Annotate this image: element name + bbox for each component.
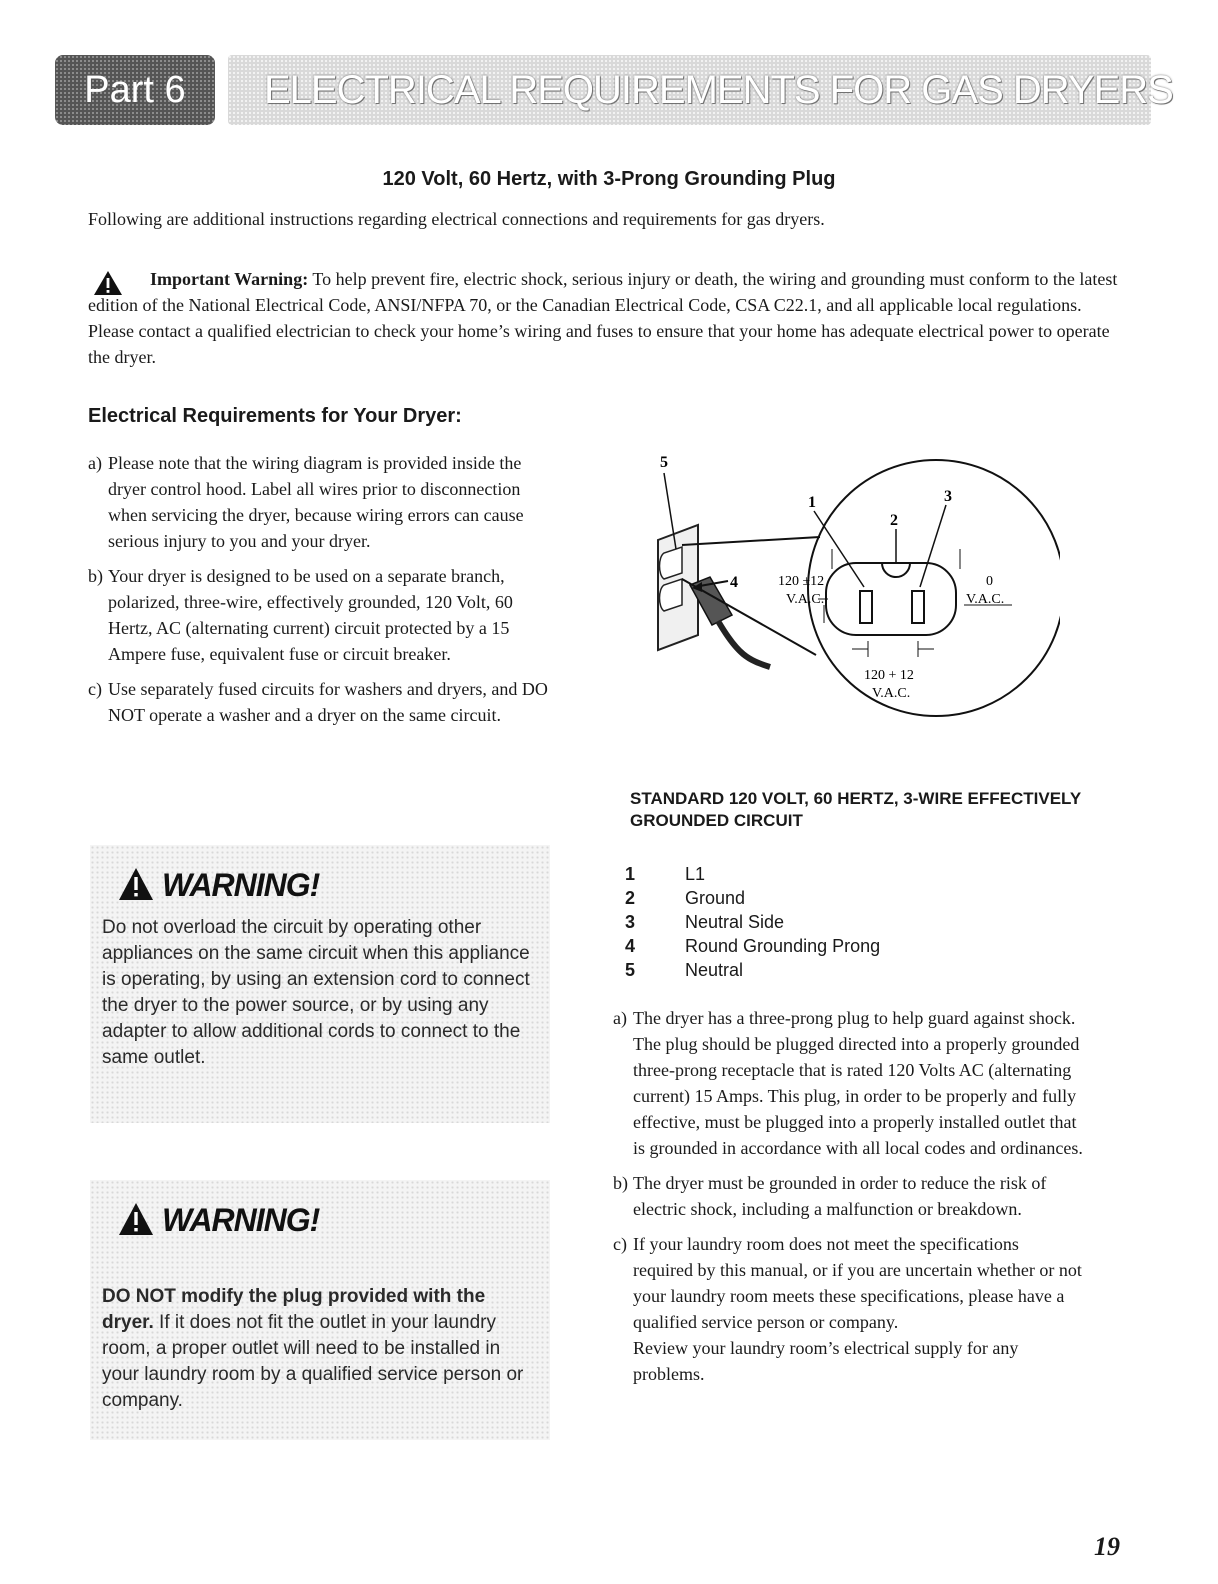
part-label: Part 6 <box>84 69 186 111</box>
list-marker: c) <box>88 679 102 699</box>
legend-number: 1 <box>625 864 636 884</box>
warning-bold-text: DO NOT modify the plug provided with the dryer. <box>102 1286 486 1333</box>
warning-text: If it does not fit the outlet in your laundry room, a proper outlet will need to be installed in your laundry room by a qualified service person or company. <box>102 1312 524 1411</box>
section-banner <box>228 55 1173 125</box>
list-text: Your dryer is designed to be used on a separate branch, polarized, three-wire, effectively grounded, 120 Volt, 60 Hertz, AC (alternating current) circuit protected by a 15 Ampere fuse, equivalent fuse or circuit breaker. <box>108 566 513 664</box>
right-voltage-value: 0 <box>986 574 993 589</box>
legend-label: Neutral <box>685 960 744 980</box>
legend-label: Round Grounding Prong <box>685 936 881 956</box>
list-item <box>613 1231 1083 1335</box>
part-badge <box>55 55 215 125</box>
warning-box-overload <box>90 845 550 1123</box>
legend-number: 2 <box>625 888 636 908</box>
bottom-voltage-value: 120 + 12 <box>864 668 914 683</box>
legend-label: Ground <box>685 888 746 908</box>
list-text: Please note that the wiring diagram is provided inside the dryer control hood. Label all wires prior to disconnection when servicing the dryer, because wiring errors can cause serious injury to you and your dryer. <box>108 453 524 551</box>
left-voltage-unit: V.A.C. <box>786 592 825 607</box>
list-text: Review your laundry room’s electrical supply for any problems. <box>633 1338 1019 1384</box>
legend-row <box>625 862 880 886</box>
warning-triangle-icon <box>118 1202 154 1236</box>
list-marker: c) <box>613 1234 627 1254</box>
figure-caption: STANDARD 120 VOLT, 60 HERTZ, 3-WIRE EFFECTIVELY GROUNDED CIRCUIT <box>630 789 1081 830</box>
right-voltage-unit: V.A.C. <box>966 592 1005 607</box>
important-warning-text: To help prevent fire, electric shock, serious injury or death, the wiring and grounding must conform to the latest edition of the National Electrical Code, ANSI/NFPA 70, or the Canadian Electrical Code, CSA C22.1, and all applicable local regulations. Please contact a qualified electrician to check your home’s wiring and fuses to ensure that your home has adequate electrical power to operate the dryer. <box>88 269 1118 367</box>
page-number: 19 <box>1094 1532 1120 1561</box>
intro-paragraph: Following are additional instructions regarding electrical connections and requirements for gas dryers. <box>88 209 825 229</box>
requirements-list <box>88 450 558 737</box>
warning-box-plug <box>90 1180 550 1440</box>
requirements-heading: Electrical Requirements for Your Dryer: <box>88 405 462 427</box>
list-item <box>88 563 558 667</box>
warning-text: Do not overload the circuit by operating other appliances on the same circuit when this appliance is operating, by using an extension cord to connect the dryer to the power source, or by using any adapter to allow additional cords to connect to the same outlet. <box>102 917 530 1068</box>
legend-row <box>625 934 880 958</box>
legend-number: 3 <box>625 912 636 932</box>
legend-row <box>625 910 880 934</box>
important-warning-lead: Important Warning: <box>150 269 309 289</box>
list-marker: a) <box>88 453 102 473</box>
list-text: If your laundry room does not meet the specifications required by this manual, or if you are uncertain whether or not your laundry room meets these specifications, please have a qualified service person or company. <box>633 1234 1082 1332</box>
important-warning <box>88 266 1118 370</box>
list-marker: a) <box>613 1008 627 1028</box>
page-subtitle: 120 Volt, 60 Hertz, with 3-Prong Grounding Plug <box>382 168 836 190</box>
warning-title: WARNING! <box>162 1202 320 1238</box>
list-text: Use separately fused circuits for washers and dryers, and DO NOT operate a washer and a dryer on the same circuit. <box>108 679 548 725</box>
legend-label: Neutral Side <box>685 912 785 932</box>
plug-notes-list <box>613 1005 1083 1396</box>
callout-1: 1 <box>808 494 816 511</box>
hot-slot <box>860 591 872 623</box>
list-item <box>88 676 558 728</box>
power-cord <box>718 621 770 667</box>
outlet-diagram <box>620 445 1060 735</box>
callout-3: 3 <box>944 488 952 505</box>
legend-row <box>625 886 880 910</box>
legend-row <box>625 958 880 982</box>
legend-number: 5 <box>625 960 636 980</box>
list-text: The dryer has a three-prong plug to help guard against shock. The plug should be plugged directed into a properly grounded three-prong receptacle that is rated 120 Volts AC (alternating current) 15 Amps. This plug, in order to be properly and fully effective, must be plugged into a properly installed outlet that is grounded in accordance with all local codes and ordinances. <box>633 1008 1083 1158</box>
callout-4: 4 <box>730 574 738 591</box>
list-text: The dryer must be grounded in order to reduce the risk of electric shock, including a malfunction or breakdown. <box>633 1173 1047 1219</box>
list-marker: b) <box>88 566 103 586</box>
legend-label: L1 <box>685 864 706 884</box>
list-marker: b) <box>613 1173 628 1193</box>
left-voltage-value: 120 ±12 <box>778 574 825 589</box>
bottom-voltage-unit: V.A.C. <box>872 686 911 701</box>
list-item <box>613 1170 1083 1222</box>
callout-5: 5 <box>660 454 668 471</box>
warning-title: WARNING! <box>162 867 320 903</box>
callout-2: 2 <box>890 512 898 529</box>
warning-text-block <box>102 1284 532 1414</box>
warning-triangle-icon <box>118 867 154 901</box>
warning-heading <box>118 867 319 903</box>
warning-heading <box>118 1202 319 1238</box>
legend-number: 4 <box>625 936 636 956</box>
list-item <box>613 1335 1083 1387</box>
diagram-legend <box>625 862 880 982</box>
list-item <box>613 1005 1083 1161</box>
list-item <box>88 450 558 554</box>
neutral-slot <box>912 591 924 623</box>
section-title: ELECTRICAL REQUIREMENTS FOR GAS DRYERS <box>264 68 1173 112</box>
